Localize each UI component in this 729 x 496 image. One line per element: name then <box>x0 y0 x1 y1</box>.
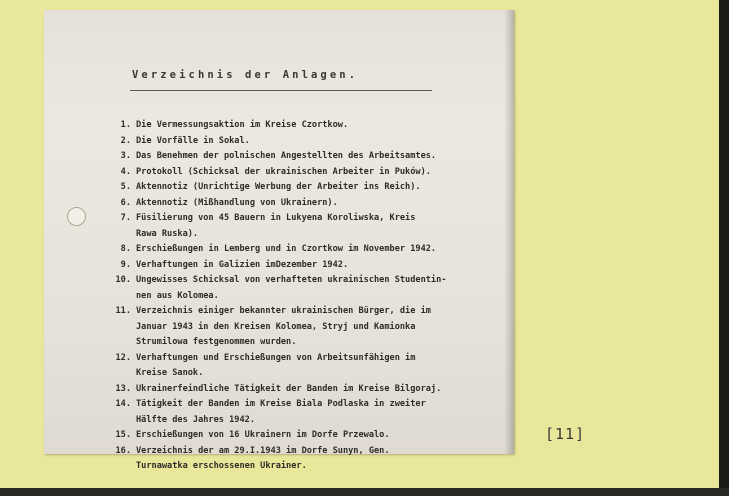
list-item-continuation: Rawa Ruska). <box>136 228 199 239</box>
list-item <box>110 428 510 444</box>
list-item-continuation: Kreise Sanok. <box>136 368 204 378</box>
list-item <box>110 242 510 258</box>
list-item-text: Verzeichnis der am 29.I.1943 im Dorfe Sunyn, Gen. <box>136 445 390 456</box>
list-item-text: Das Benehmen der polnischen Angestellten des Arbeitsamtes. <box>136 151 437 161</box>
list-item-number: 14. <box>115 399 131 409</box>
list-item-continuation: Turnawatka erschossenen Ukrainer. <box>136 461 307 471</box>
list-item-text: Ukrainerfeindliche Tätigkeit der Banden im Kreise Bilgoraj. <box>136 383 442 394</box>
list-item-text: Protokoll (Schicksal der ukrainischen Arbeiter in Puków). <box>136 166 431 177</box>
list-item-number: 10. <box>115 275 131 285</box>
document-title: Verzeichnis der Anlagen. <box>132 69 359 81</box>
list-item <box>110 351 510 367</box>
attachment-list <box>110 118 510 475</box>
list-item-text: Erschießungen in Lemberg und in Czortkow im November 1942. <box>136 244 437 254</box>
list-item-text: Verhaftungen in Galizien imDezember 1942. <box>136 259 349 270</box>
list-item-text: Verhaftungen und Erschießungen von Arbeitsunfähigen im <box>136 352 416 363</box>
list-item-number: 7. <box>120 213 131 223</box>
list-item-number: 1. <box>120 120 131 130</box>
list-item <box>110 211 510 227</box>
list-item <box>110 196 510 212</box>
list-item-text: Füsilierung von 45 Bauern in Lukyena Koroliwska, Kreis <box>136 213 416 223</box>
list-item-text: Die Vermessungsaktion im Kreise Czortkow. <box>136 120 349 130</box>
list-item <box>110 444 510 460</box>
list-item-text: Ungewisses Schicksal von verhafteten ukrainischen Studentin- <box>136 275 447 285</box>
list-item-number: 5. <box>120 182 131 192</box>
list-item-text: Tätigkeit der Banden im Kreise Biala Podlaska in zweiter <box>136 399 426 409</box>
background-edge-bottom <box>0 488 729 496</box>
list-item <box>110 258 510 274</box>
list-item-number: 11. <box>115 306 131 316</box>
list-item <box>110 149 510 165</box>
list-item-continuation: Januar 1943 in den Kreisen Kolomea, Stryj und Kamionka <box>136 321 416 332</box>
list-item-text: Verzeichnis einiger bekannter ukrainischen Bürger, die im <box>136 306 431 316</box>
list-item-text: Aktennotiz (Mißhandlung von Ukrainern). <box>136 197 338 208</box>
list-item <box>110 382 510 398</box>
page-number-stamp: [11] <box>545 425 586 443</box>
list-item-number: 15. <box>115 430 131 440</box>
list-item <box>110 273 510 289</box>
list-item-number: 8. <box>120 244 131 254</box>
list-item-number: 3. <box>120 151 131 161</box>
list-item-number: 16. <box>115 445 131 456</box>
title-underline <box>130 90 432 91</box>
document-page <box>44 10 514 471</box>
list-item <box>110 304 510 320</box>
list-item-number: 9. <box>120 259 131 270</box>
list-item-number: 13. <box>115 383 131 394</box>
list-item-continuation: Hälfte des Jahres 1942. <box>136 414 255 425</box>
punch-hole <box>67 207 86 226</box>
background-edge-right <box>719 0 729 496</box>
list-item-text: Aktennotiz (Unrichtige Werbung der Arbeiter ins Reich). <box>136 182 421 192</box>
list-item-text: Erschießungen von 16 Ukrainern im Dorfe Przewalo. <box>136 430 390 440</box>
list-item <box>110 134 510 150</box>
list-item <box>110 118 510 134</box>
list-item-continuation: nen aus Kolomea. <box>136 290 219 301</box>
list-item-number: 4. <box>120 166 131 177</box>
list-item-number: 12. <box>115 352 131 363</box>
list-item <box>110 397 510 413</box>
list-item <box>110 180 510 196</box>
list-item-continuation: Strumilowa festgenommen wurden. <box>136 337 297 347</box>
list-item-text: Die Vorfälle in Sokal. <box>136 135 250 146</box>
list-item-number: 6. <box>120 197 131 208</box>
list-item <box>110 165 510 181</box>
list-item-number: 2. <box>120 135 131 146</box>
